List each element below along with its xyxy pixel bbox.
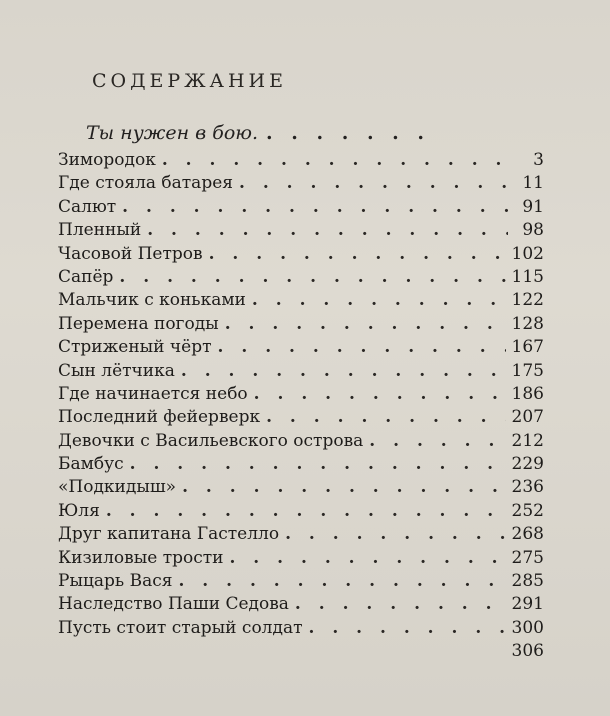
epigraph-text: Ты нужен в бою. (86, 122, 259, 144)
toc-entry (58, 618, 544, 641)
toc-leader-dots (225, 314, 506, 334)
toc-entry-page: 115 (511, 266, 544, 287)
toc-entry-page: 212 (511, 430, 544, 451)
toc-leader-dots (119, 267, 505, 287)
toc-entry-page: 229 (511, 454, 544, 475)
toc-entry-page: 175 (511, 360, 544, 381)
toc-entry-title: Мальчик с коньками (58, 290, 246, 311)
toc-entry (58, 407, 544, 430)
toc-entry-page: 98 (522, 220, 544, 241)
toc-leader-dots (252, 290, 506, 310)
toc-entry-title: Последний фейерверк (58, 407, 261, 428)
toc-entry-title: Салют (58, 196, 117, 217)
toc-entry-title: Зимородок (58, 150, 156, 170)
toc-leader-dots (182, 477, 505, 497)
toc-entry (58, 173, 544, 196)
toc-entry (58, 267, 544, 290)
toc-entry-page: 275 (511, 547, 544, 568)
toc-entry (58, 361, 544, 384)
toc-entry-title: Часовой Петров (58, 243, 203, 264)
toc-entry (58, 197, 544, 220)
table-of-contents (58, 150, 544, 665)
toc-entry-page: 291 (511, 594, 544, 615)
toc-entry-page: 186 (511, 383, 544, 404)
toc-leader-dots (369, 431, 505, 451)
toc-entry-page: 268 (511, 524, 544, 545)
toc-leader-dots (239, 173, 508, 193)
toc-entry-title: Рыцарь Вася (58, 571, 173, 592)
toc-entry-title: Юля (58, 500, 100, 521)
toc-entry (58, 220, 544, 243)
toc-entry (58, 337, 544, 360)
toc-leader-dots (181, 361, 506, 381)
toc-entry-page: 128 (511, 313, 544, 334)
toc-leader-dots (308, 618, 505, 638)
toc-leader-dots (295, 594, 506, 614)
toc-leader-dots (106, 501, 506, 521)
toc-leader-dots (229, 548, 505, 568)
toc-entry-page: 236 (511, 477, 544, 498)
toc-entry (58, 548, 544, 571)
toc-entry-title: Кизиловые трости (58, 547, 224, 568)
toc-entry (58, 454, 544, 477)
toc-entry (58, 594, 544, 617)
toc-entry (58, 477, 544, 500)
toc-entry-page: 285 (511, 571, 544, 592)
toc-entry-page: 167 (511, 337, 544, 358)
toc-entry (58, 431, 544, 454)
toc-entry-title: Друг капитана Гастелло (58, 524, 280, 545)
toc-entry-page: 207 (511, 407, 544, 428)
toc-entry-title: Пусть стоит старый солдат (58, 617, 303, 638)
toc-entry-page: 91 (522, 196, 544, 217)
toc-heading: СОДЕРЖАНИЕ (92, 70, 287, 92)
toc-entry-title: Бамбус (58, 454, 124, 475)
epigraph-leader-dots: . . . . . . . (266, 122, 431, 144)
toc-leader-dots (147, 220, 508, 240)
toc-entry-page: 102 (511, 243, 544, 264)
toc-entry-page: 3 (533, 150, 544, 170)
toc-entry (58, 314, 544, 337)
toc-leader-dots (254, 384, 506, 404)
toc-entry-title: Где стояла батарея (58, 173, 233, 194)
toc-entry-page: 300 (511, 617, 544, 638)
toc-leader-dots (162, 150, 508, 170)
toc-leader-dots (218, 337, 506, 357)
toc-leader-dots (209, 244, 506, 264)
toc-entry-page: 11 (522, 173, 544, 194)
toc-entry (58, 571, 544, 594)
toc-leader-dots (130, 454, 506, 474)
toc-entry-title: Где начинается небо (58, 383, 248, 404)
toc-leader-dots (122, 197, 508, 217)
toc-entry-page: 306 (511, 641, 544, 662)
toc-entry (58, 524, 544, 547)
toc-leader-dots (266, 407, 505, 427)
toc-entry (58, 244, 544, 267)
toc-entry (58, 150, 544, 173)
toc-entry-title: Девочки с Васильевского острова (58, 430, 364, 451)
toc-leader-dots (285, 524, 505, 544)
toc-entry-page: 252 (511, 500, 544, 521)
toc-entry (58, 641, 544, 664)
toc-entry-title: Пленный (58, 220, 142, 241)
toc-entry-page: 122 (511, 290, 544, 311)
toc-entry-title: «Подкидыш» (58, 477, 177, 498)
toc-entry-title: Наследство Паши Седова (58, 594, 289, 615)
toc-entry-title: Сапёр (58, 266, 114, 287)
toc-entry-title: Перемена погоды (58, 313, 219, 334)
toc-entry-title: Стриженый чёрт (58, 337, 212, 358)
toc-leader-dots (178, 571, 505, 591)
toc-entry (58, 384, 544, 407)
toc-entry (58, 501, 544, 524)
toc-epigraph (86, 122, 430, 144)
toc-entry (58, 290, 544, 313)
toc-entry-title: Сын лётчика (58, 360, 175, 381)
